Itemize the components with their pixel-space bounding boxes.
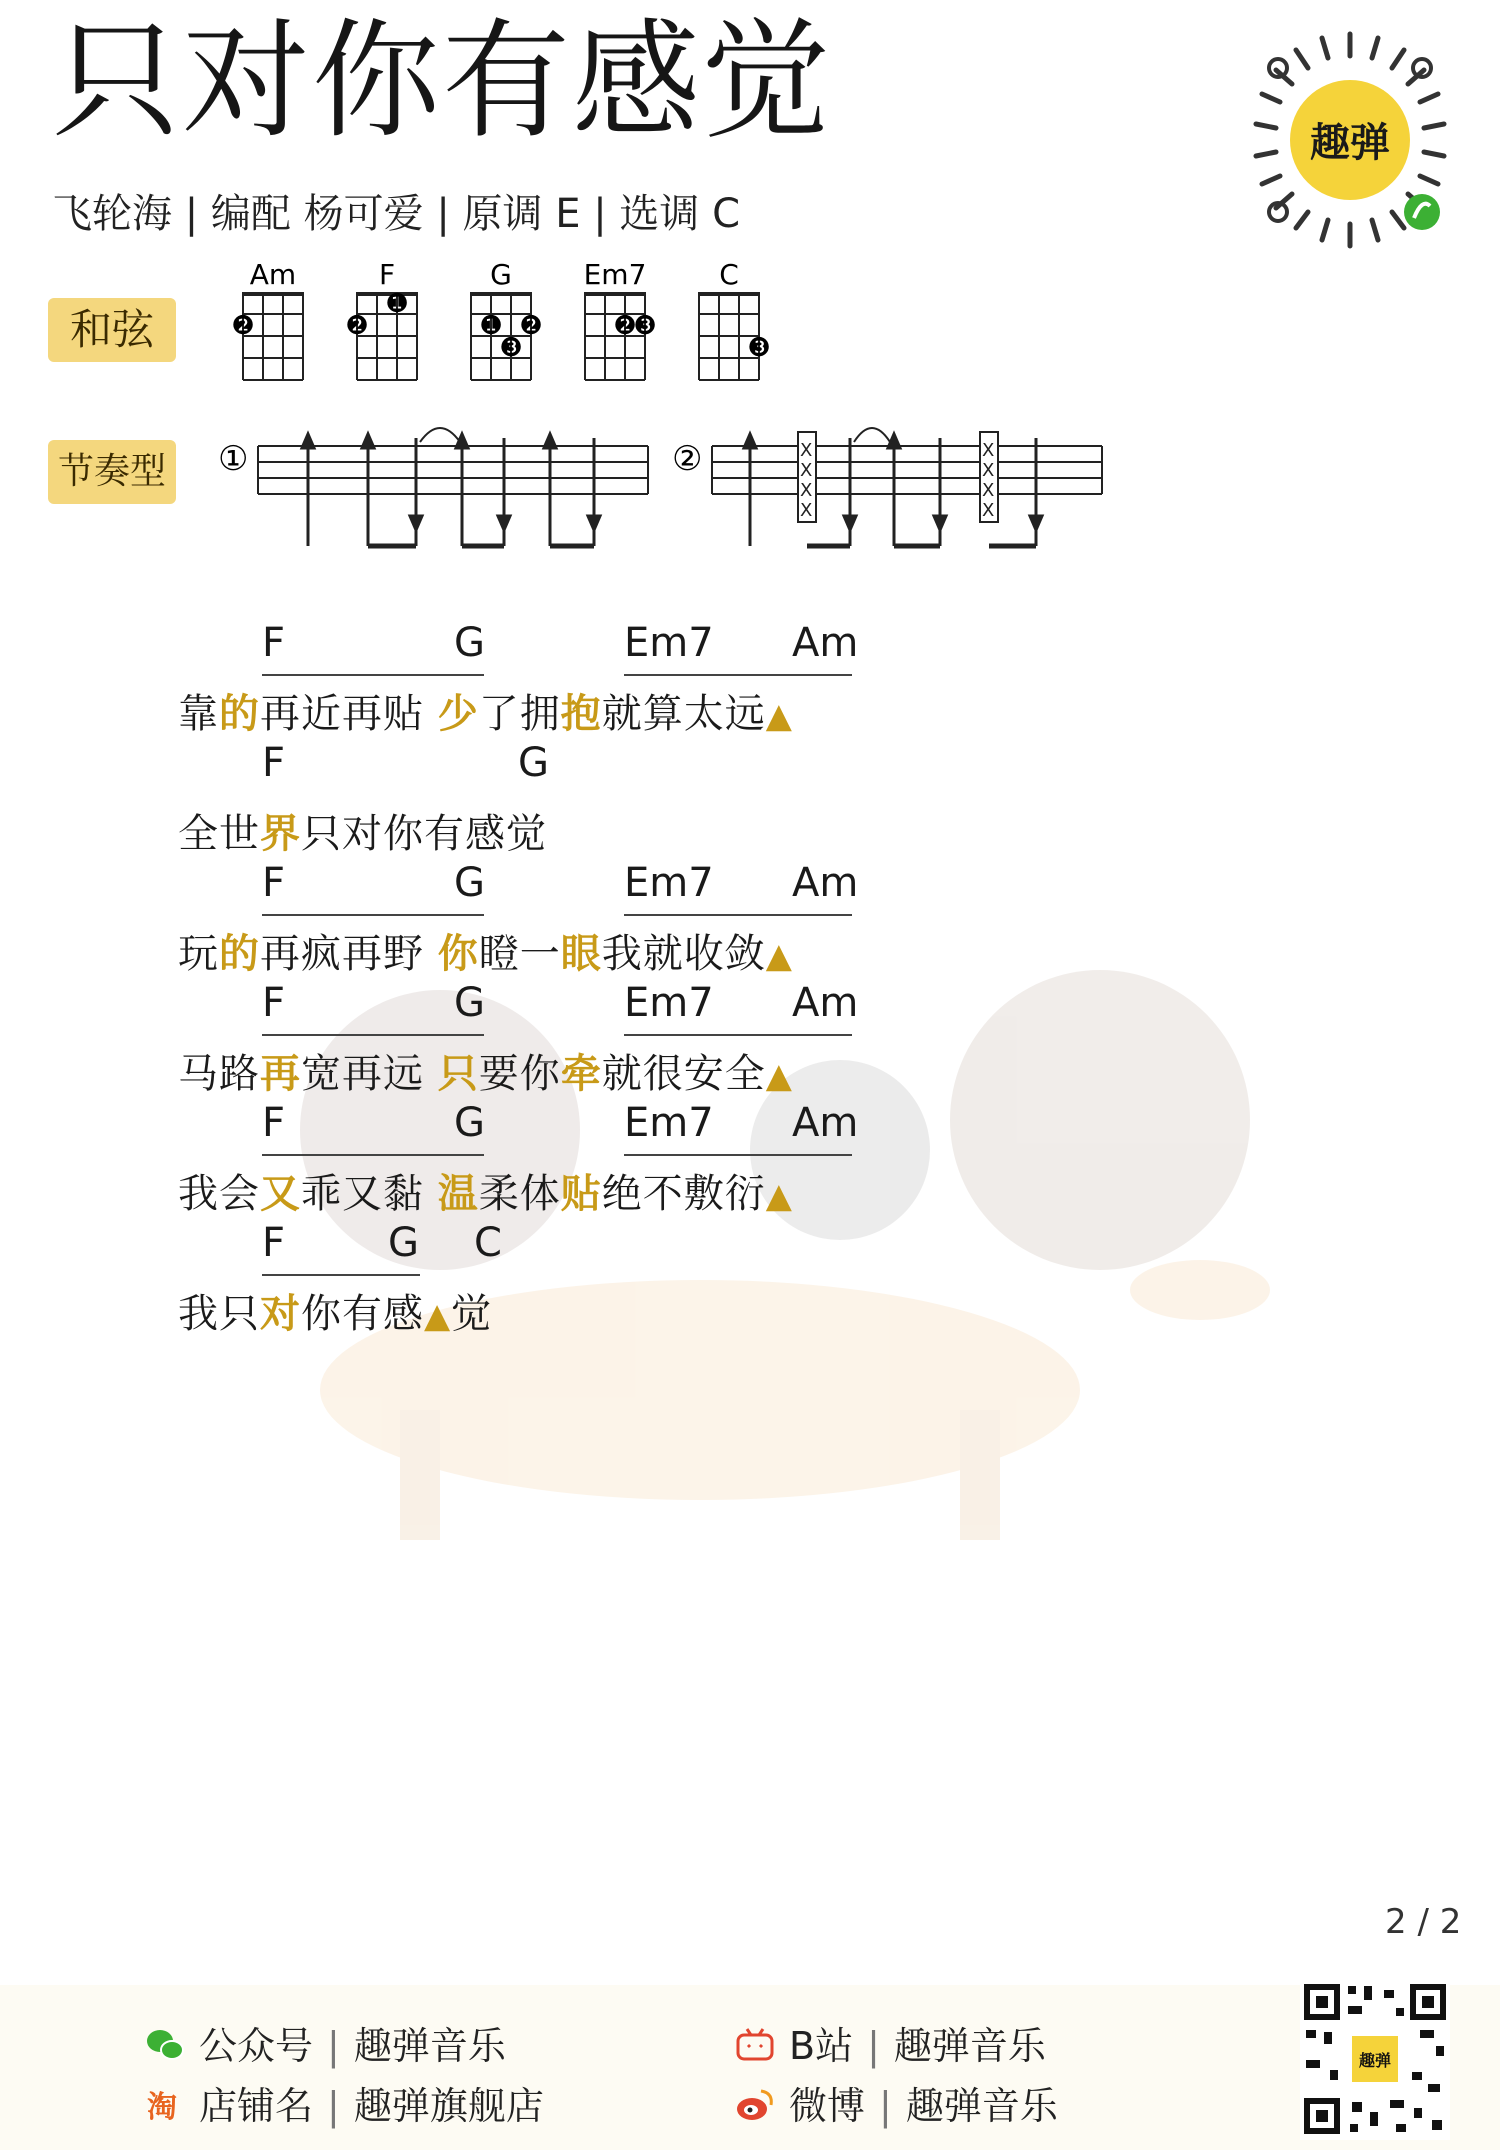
page-number: 2 / 2 <box>1385 1902 1462 1942</box>
svg-text:淘: 淘 <box>147 2090 177 2123</box>
footer-shop[interactable]: 淘 店铺名 | 趣弹旗舰店 <box>147 2084 544 2128</box>
finger-dot: ❷ <box>519 311 543 341</box>
lyric-line <box>178 860 878 980</box>
lyric-text: 我只对你有感▲觉 <box>178 1291 493 1337</box>
chord-label: Em7 <box>624 980 714 1026</box>
finger-dot: ❶ <box>385 289 409 319</box>
measure-bar <box>262 1034 484 1036</box>
lyric-text: 我会又乖又黏 温柔体贴绝不敷衍▲ <box>178 1171 793 1217</box>
measure-bar <box>624 1034 852 1036</box>
chord-label: Em7 <box>624 1100 714 1146</box>
footer-bilibili[interactable]: B站 | 趣弹音乐 <box>735 2015 1046 2070</box>
badge-text: 趣弹 <box>1310 120 1390 166</box>
finger-dot: ❷ <box>613 311 637 341</box>
lyric-sheet <box>0 600 1100 1360</box>
chord-label: C <box>474 1220 502 1266</box>
page-title: 只对你有感觉 <box>52 7 833 156</box>
strum-marker: ▲ <box>765 1176 793 1216</box>
chord-diagram-name: G <box>490 258 512 291</box>
chord-diagram-name: C <box>719 258 739 291</box>
finger-dot: ❸ <box>747 333 771 363</box>
chord-label: Am <box>792 980 859 1026</box>
measure-bar <box>624 1154 852 1156</box>
footer-wechat[interactable]: 公众号 | 趣弹音乐 <box>145 2015 506 2070</box>
lyric-text: 靠的再近再贴 少了拥抱就算太远▲ <box>178 691 793 737</box>
finger-dot: ❸ <box>499 333 523 363</box>
chord-label: G <box>454 1100 485 1146</box>
rhythm-2-label: ② <box>672 439 703 479</box>
chord-label: Am <box>792 620 859 666</box>
svg-text:X: X <box>982 460 995 481</box>
weibo-label: 微博 <box>789 2084 866 2128</box>
finger-dot: ❷ <box>231 311 255 341</box>
chord-diagram-f <box>345 258 417 380</box>
footer-weibo[interactable]: 微博 | 趣弹音乐 <box>735 2075 1058 2130</box>
bilibili-icon <box>735 2027 775 2063</box>
svg-text:X: X <box>982 500 995 521</box>
rhythm-2-staff <box>712 446 1102 494</box>
lyric-line <box>178 1100 878 1220</box>
wechat-label: 公众号 <box>199 2024 314 2068</box>
chord-diagram-name: Em7 <box>583 258 647 291</box>
shop-value: 趣弹旗舰店 <box>353 2084 544 2128</box>
svg-text:X: X <box>982 440 995 461</box>
finger-dot: ❶ <box>479 311 503 341</box>
rhythm-tag: 节奏型 <box>48 440 176 504</box>
qr-text: 趣弹 <box>1358 2051 1392 2070</box>
rhythm-patterns <box>210 418 1120 558</box>
chords-tag: 和弦 <box>48 298 176 362</box>
mini-program-code[interactable] <box>1238 28 1462 252</box>
measure-bar <box>262 914 484 916</box>
rhythm-1-staff <box>258 446 648 494</box>
svg-text:X: X <box>800 460 813 481</box>
song-meta: 飞轮海 | 编配 杨可爱 | 原调 E | 选调 C <box>52 191 741 237</box>
chord-label: Em7 <box>624 860 714 906</box>
chord-label: F <box>262 740 286 786</box>
chord-label: Em7 <box>624 620 714 666</box>
chord-label: G <box>454 860 485 906</box>
svg-text:X: X <box>982 480 995 501</box>
lyric-text: 马路再宽再远 只要你牵就很安全▲ <box>178 1051 793 1097</box>
taobao-icon <box>145 2087 185 2123</box>
measure-bar <box>262 1274 420 1276</box>
measure-bar <box>262 674 484 676</box>
chord-label: G <box>454 980 485 1026</box>
wechat-icon <box>145 2027 185 2063</box>
chord-label: Am <box>792 860 859 906</box>
bilibili-label: B站 <box>789 2024 854 2068</box>
chord-diagram-em7 <box>584 258 657 380</box>
strum-marker: ▲ <box>424 1296 452 1336</box>
lyric-text: 全世界只对你有感觉 <box>178 811 547 857</box>
bilibili-value: 趣弹音乐 <box>893 2024 1046 2068</box>
chord-label: F <box>262 620 286 666</box>
strum-marker: ▲ <box>765 696 793 736</box>
finger-dot: ❷ <box>345 311 369 341</box>
chord-label: F <box>262 980 286 1026</box>
weibo-value: 趣弹音乐 <box>905 2084 1058 2128</box>
svg-text:X: X <box>800 440 813 461</box>
qr-code[interactable] <box>1300 1980 1450 2140</box>
measure-bar <box>262 1154 484 1156</box>
chord-diagram-name: Am <box>249 258 297 291</box>
chord-label: G <box>388 1220 419 1266</box>
rhythm-1-label: ① <box>218 439 249 479</box>
chord-diagram-g <box>471 258 543 380</box>
chord-diagram-name: F <box>378 258 396 291</box>
chord-diagram-c <box>699 258 771 380</box>
svg-text:X: X <box>800 500 813 521</box>
strum-marker: ▲ <box>765 1056 793 1096</box>
strum-marker: ▲ <box>765 936 793 976</box>
lyric-line <box>178 740 878 860</box>
wechat-value: 趣弹音乐 <box>353 2024 506 2068</box>
chord-label: G <box>518 740 549 786</box>
lyric-text: 玩的再疯再野 你瞪一眼我就收敛▲ <box>178 931 793 977</box>
chord-label: Am <box>792 1100 859 1146</box>
weibo-icon <box>735 2087 775 2123</box>
finger-dot: ❸ <box>633 311 657 341</box>
shop-label: 店铺名 <box>199 2084 314 2128</box>
chord-diagrams <box>225 250 825 400</box>
measure-bar <box>624 674 852 676</box>
lyric-line <box>178 1220 878 1340</box>
chord-label: F <box>262 1100 286 1146</box>
chord-label: G <box>454 620 485 666</box>
measure-bar <box>624 914 852 916</box>
chord-label: F <box>262 860 286 906</box>
footer <box>0 1985 1500 2150</box>
chord-label: F <box>262 1220 286 1266</box>
lyric-line <box>178 980 878 1100</box>
chord-diagram-am <box>231 258 303 380</box>
lyric-line <box>178 620 878 740</box>
svg-text:X: X <box>800 480 813 501</box>
